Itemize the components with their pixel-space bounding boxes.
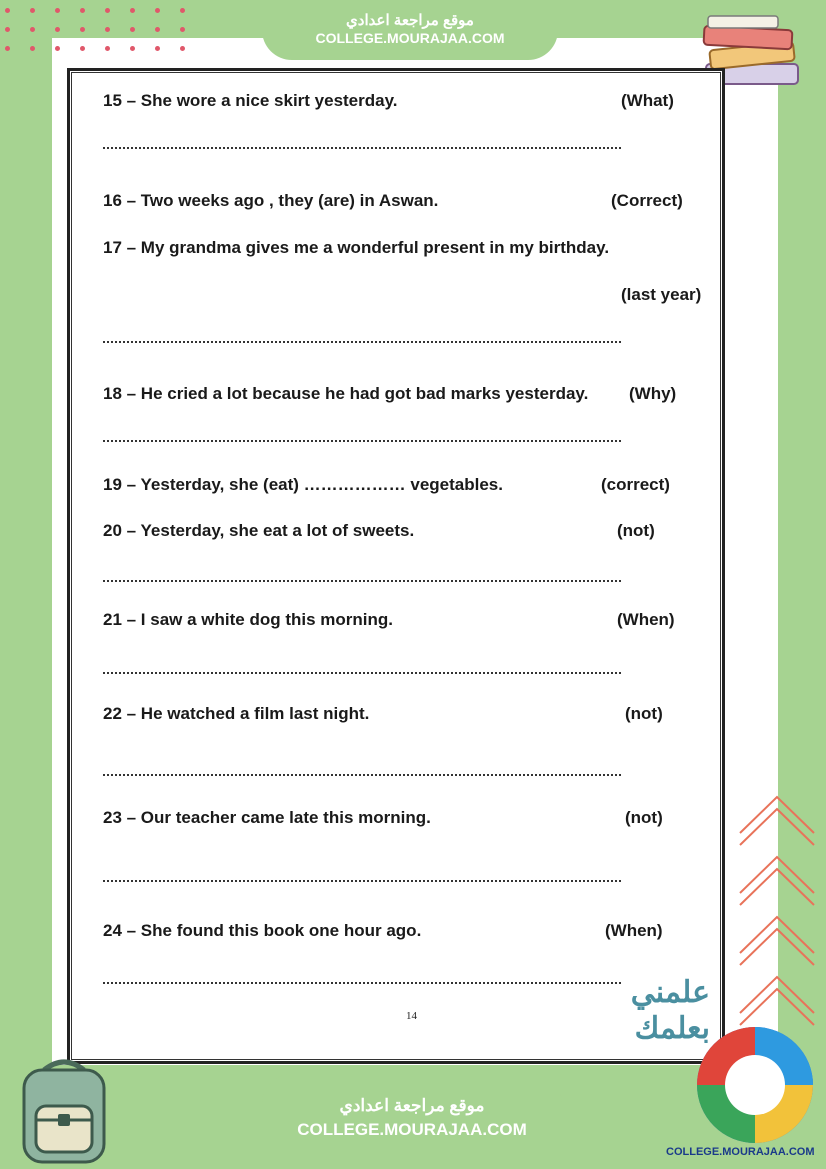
backpack-icon [14,1056,114,1166]
question-16-hint: (Correct) [611,191,683,210]
question-23: 23 – Our teacher came late this morning. [103,808,431,827]
answer-line-24[interactable] [103,980,621,984]
footer-banner [262,1074,562,1169]
wheel-caption: COLLEGE.MOURAJAA.COM [666,1146,815,1158]
brand-logo [560,975,710,1050]
answer-line-17[interactable] [103,339,621,343]
question-15: 15 – She wore a nice skirt yesterday. [103,91,398,110]
answer-line-21[interactable] [103,670,621,674]
header-banner [262,0,558,60]
question-24-hint: (When) [605,921,663,940]
question-19: 19 – Yesterday, she (eat) ……………… vegetables. [103,475,503,494]
question-21: 21 – I saw a white dog this morning. [103,610,393,629]
question-21-hint: (When) [617,610,675,629]
footer-arabic-title: موقع مراجعة اعدادي [339,1096,485,1115]
question-18: 18 – He cried a lot because he had got bad marks yesterday. [103,384,589,403]
question-24: 24 – She found this book one hour ago. [103,921,422,940]
chevron-up-decoration-icon [738,795,816,1035]
question-16: 16 – Two weeks ago , they (are) in Aswan. [103,191,439,210]
answer-line-18[interactable] [103,438,621,442]
question-15-hint: (What) [621,91,674,110]
question-20-hint: (not) [617,521,655,540]
header-arabic-title: موقع مراجعة اعدادي [346,12,474,29]
question-22: 22 – He watched a film last night. [103,704,370,723]
question-20: 20 – Yesterday, she eat a lot of sweets. [103,521,415,540]
left-border [0,0,52,1169]
question-17-hint: (last year) [621,285,702,304]
answer-line-15[interactable] [103,145,621,149]
answer-line-20[interactable] [103,578,621,582]
question-18-hint: (Why) [629,384,677,403]
page-number: 14 [406,1010,417,1022]
header-site-link[interactable]: COLLEGE.MOURAJAA.COM [315,30,505,46]
question-23-hint: (not) [625,808,663,827]
subjects-wheel-icon [692,1022,818,1148]
decorative-dots [0,0,205,55]
question-19-hint: (correct) [601,475,670,494]
question-17: 17 – My grandma gives me a wonderful present in my birthday. [103,238,610,257]
logo-line-2: بعلمك [634,1012,710,1045]
logo-line-1: علمني [630,976,710,1009]
answer-line-22[interactable] [103,772,621,776]
worksheet-page [67,68,725,1064]
footer-site-link[interactable]: COLLEGE.MOURAJAA.COM [297,1120,527,1139]
question-22-hint: (not) [625,704,663,723]
answer-line-23[interactable] [103,878,621,882]
